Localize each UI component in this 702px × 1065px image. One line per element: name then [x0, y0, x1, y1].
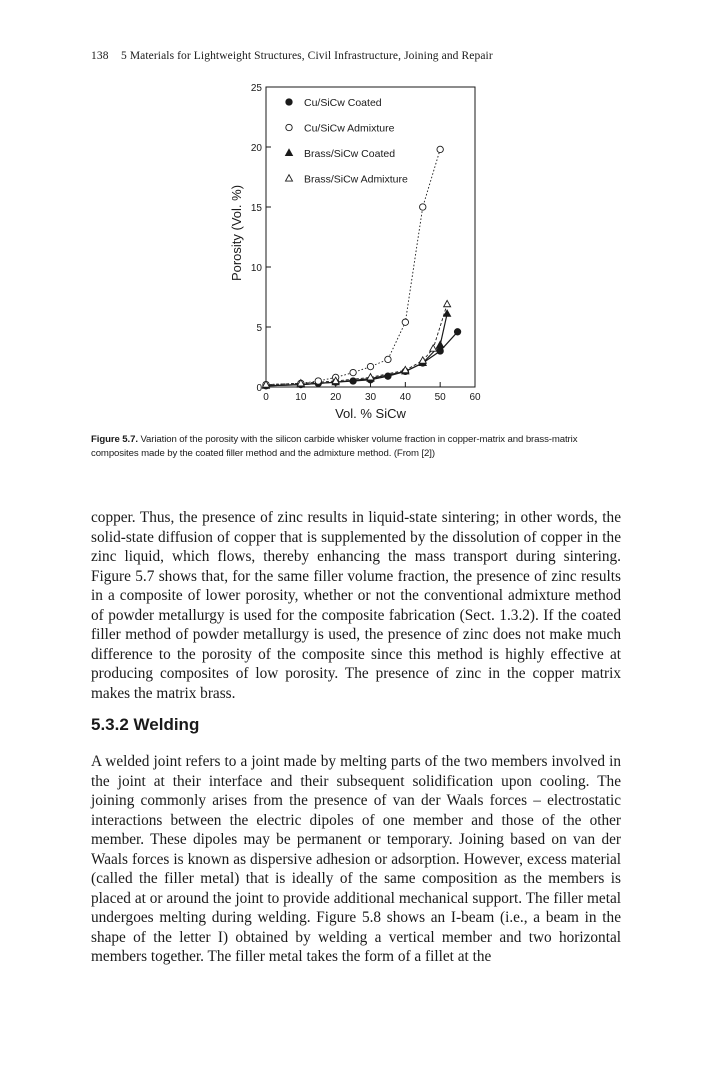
data-point-series-4: [444, 300, 451, 306]
legend-label-1: Cu/SiCw Coated: [304, 97, 382, 109]
y-tick-label: 25: [250, 83, 262, 94]
data-point-series-4: [430, 345, 437, 351]
data-point-series-1: [454, 329, 460, 335]
legend-marker-4: [286, 175, 293, 181]
caption-label: Figure 5.7.: [91, 434, 138, 445]
legend-label-4: Brass/SiCw Admixture: [304, 173, 408, 186]
page-number: 138: [91, 50, 109, 62]
data-point-series-1: [385, 373, 391, 379]
x-tick-label: 10: [295, 392, 307, 403]
figure-caption: [91, 433, 621, 460]
body-paragraph-2: A welded joint refers to a joint made by melting parts of the two members involved in the joint at their interface and their subsequent solidification upon cooling. The joining commonly arises from the presence of van der Waals forces – electrostatic interactions between the electric dipoles of one member and those of the other member. These dipoles may be permanent or temporary. Joining based on van der Waals forces is known as dispersive adhesion or adsorption. However, excess material (called the filler metal) that is ideally of the same composition as the members is placed at or around the joint to provide additional mechanical support. The filler metal undergoes melting during welding. Figure 5.8 shows an I-beam (i.e., a beam in the shape of the letter I) obtained by welding a vertical member and two horizontal members together. The filler metal takes the form of a fillet at the: [91, 753, 621, 965]
data-point-series-2: [385, 356, 391, 362]
series-line-1: [266, 332, 458, 386]
x-tick-label: 40: [399, 392, 411, 403]
x-axis-label: Vol. % SiCw: [335, 406, 406, 421]
legend-marker-3: [286, 149, 293, 155]
legend-label-3: Brass/SiCw Coated: [304, 148, 396, 160]
data-point-series-2: [367, 363, 373, 369]
caption-text: Variation of the porosity with the silicon carbide whisker volume fraction in copper-matrix and brass-matrix composites made by the coated filler method and the admixture method. (From [2]): [91, 434, 578, 459]
legend-label-2: Cu/SiCw Admixture: [304, 122, 395, 135]
y-tick-label: 5: [256, 323, 262, 334]
data-point-series-2: [402, 319, 408, 325]
data-point-series-3: [437, 341, 444, 347]
y-tick-label: 20: [250, 143, 262, 154]
body-paragraph-1: copper. Thus, the presence of zinc results in liquid-state sintering; in other words, the solid-state diffusion of copper that is supplemented by the dissolution of copper in the zinc liquid, which flows, thereby enhancing the mass transport during sintering. Figure 5.7 shows that, for the same filler volume fraction, the presence of zinc results in a composite of lower porosity, whether or not the conventional admixture method of powder metallurgy is used for the composite fabrication (Sect. 1.3.2). If the coated filler method of powder metallurgy is used, the presence of zinc does not make much difference to the porosity of the composite since this method is highly effective at producing composites of low porosity. The presence of zinc in the copper matrix makes the matrix brass.: [91, 509, 621, 702]
data-point-series-2: [420, 204, 426, 210]
porosity-chart: [0, 0, 702, 430]
data-point-series-2: [350, 369, 356, 375]
y-tick-label: 15: [250, 203, 262, 214]
legend-marker-2: [286, 124, 292, 130]
x-tick-label: 30: [364, 392, 377, 403]
section-heading: 5.3.2 Welding: [91, 715, 200, 734]
y-tick-label: 10: [250, 263, 262, 274]
x-tick-label: 0: [263, 392, 269, 403]
data-point-series-2: [315, 378, 321, 384]
data-point-series-2: [437, 146, 443, 152]
y-axis-label: Porosity (Vol. %): [229, 184, 244, 282]
y-tick-label: 0: [256, 383, 262, 394]
data-point-series-1: [437, 348, 443, 354]
series-line-3: [266, 314, 447, 386]
data-point-series-1: [350, 378, 356, 384]
x-tick-label: 20: [330, 392, 342, 403]
legend-marker-1: [286, 99, 292, 105]
x-tick-label: 60: [469, 392, 481, 403]
running-title: 5 Materials for Lightweight Structures, Civil Infrastructure, Joining and Repair: [121, 50, 493, 62]
x-tick-label: 50: [434, 392, 446, 403]
